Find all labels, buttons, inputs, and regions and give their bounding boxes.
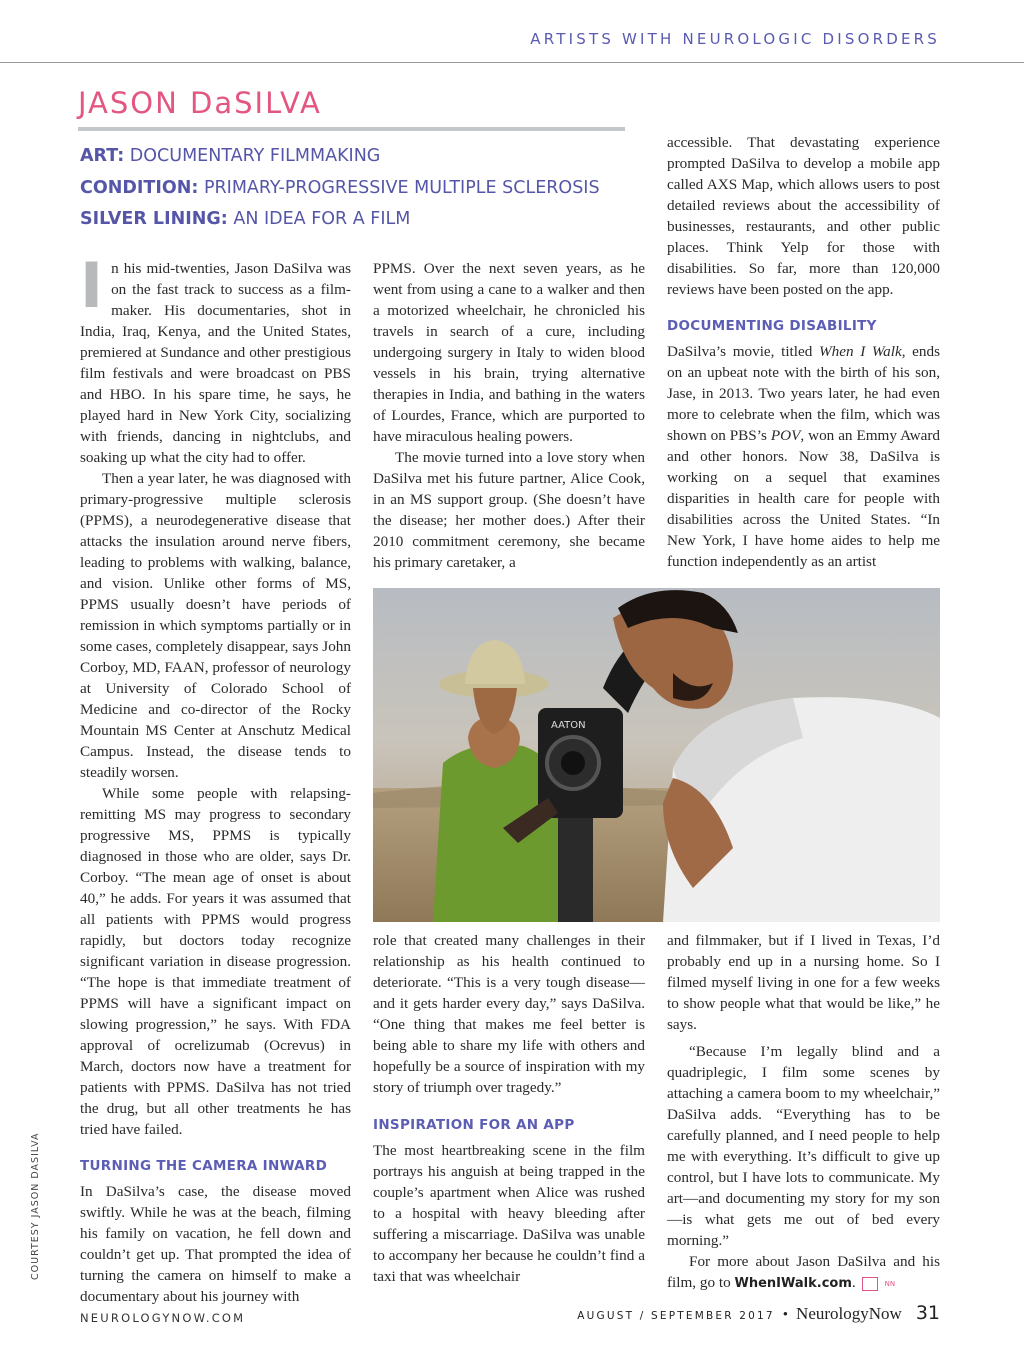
paragraph: The most heartbreaking scene in the film portrays his anguish at being trapped in the couple’s apartment when Alice was rushed to a hospital with heavy bleeding after suffering a miscarriage. DaSilva was unable to accompany her because he couldn’t find a taxi that was wheelchair [373, 1142, 645, 1285]
paragraph: In his mid-twenties, Jason DaSilva was on the fast track to success as a film-maker. His documentaries, shot in India, Iraq, Kenya, and the United States, premiered at Sundance and other prestigious film festivals and were broadcast on PBS and HBO. In his spare time, he says, he played hard in New York City, socializing with friends, dancing in nightclubs, and soaking up what the city had to offer. [80, 249, 351, 466]
paragraph: accessible. That devastating experience prompted DaSilva to develop a mobile app called AXS Map, which allows users to post detailed reviews about the accessibility of businesses, restaurants, and other public places. Think Yelp for those with disabilities. So far, more than 120,000 reviews have been posted on the app. [667, 134, 940, 298]
subhead-inspiration-app: INSPIRATION FOR AN APP [373, 1117, 575, 1133]
page-number: 31 [915, 1302, 940, 1324]
column-1 [80, 249, 351, 1307]
footer-folio [577, 1302, 940, 1324]
paragraph: While some people with relapsing-remitting MS may progress to secondary progressive MS, PPMS is typically diagnosed in those who are older, says Dr. Corboy. “The mean age of onset is about 40,” he adds. For years it was assumed that all patients with PPMS would progress rapidly, but doctors today recognize significant variation in disease progression. “The hope is that immediate treatment of PPMS will have a significant impact on slowing progression,” he says. With FDA approval of ocrelizumab (Ocrevus) in March, doctors now have a treatment for patients with PPMS. DaSilva has not tried the drug, but all other treatments he has tried have failed. [80, 785, 351, 1138]
art-line [80, 146, 380, 166]
website-link[interactable]: WhenIWalk.com [734, 1276, 852, 1291]
camera-brand-label: AATON [551, 720, 586, 731]
magazine-name: NeurologyNow [796, 1304, 902, 1323]
photo-illustration [373, 588, 940, 922]
paragraph: In DaSilva’s case, the disease moved swiftly. While he was at the beach, filming his family on vacation, he fell down and couldn’t get up. That prompted the idea of turning the camera on himself to make a documentary about his journey with [80, 1183, 351, 1305]
article-photo [373, 588, 940, 922]
column-3-bottom [667, 930, 940, 1294]
art-value: DOCUMENTARY FILMMAKING [129, 146, 381, 166]
header-divider [0, 62, 1024, 63]
article-title: JASON DaSILVA [78, 86, 322, 120]
issue-date: AUGUST / SEPTEMBER 2017 [577, 1310, 775, 1322]
column-2-top [373, 258, 645, 573]
paragraph: For more about Jason DaSilva and his film, go to WhenIWalk.com. NN [667, 1253, 940, 1291]
title-underline [78, 127, 625, 131]
column-3-top [667, 132, 940, 572]
footer-website: NEUROLOGYNOW.COM [80, 1311, 246, 1325]
paragraph: Then a year later, he was diagnosed with primary-progressive multiple sclerosis (PPMS), a neurodegenerative disease that attacks the insulation around nerve fibers, leading to problems with walking, balance, and vision. Unlike other forms of MS, PPMS usually doesn’t have periods of remission in which symptoms partially or in some cases, completely disappear, says John Corboy, MD, FAAN, professor of neurology at University of Colorado School of Medicine and co-director of the Rocky Mountain MS Center at Anschutz Medical Campus. Instead, the disease tends to steadily worsen. [80, 470, 351, 781]
paragraph: DaSilva’s movie, titled When I Walk, ends on an upbeat note with the birth of his son, Jase, in 2013. Two years later, he had even more to celebrate when the film, which was shown on PBS’s POV, won an Emmy Award and other honors. Now 38, DaSilva is working on a sequel that examines disparities in health care for people with disabilities across the United States. “In New York, I have home aides to help me function independently as an artist [667, 343, 941, 570]
paragraph: and filmmaker, but if I lived in Texas, I’d probably end up in a nursing home. So I filmed myself living in one for a few weeks to show people what that would be like,” he says. [667, 932, 940, 1033]
drop-cap: I [80, 249, 104, 322]
condition-value: PRIMARY-PROGRESSIVE MULTIPLE SCLEROSIS [203, 178, 600, 198]
paragraph: The movie turned into a love story when DaSilva met his future partner, Alice Cook, in an MS support group. (She doesn’t have the disease; her mother does.) After their 2010 commitment ceremony, she became his primary caretaker, a [373, 449, 645, 571]
condition-line [80, 178, 600, 198]
condition-label: CONDITION: [80, 178, 199, 198]
bullet-separator: • [782, 1307, 789, 1323]
paragraph: “Because I’m legally blind and a quadriplegic, I film some scenes by attaching a camera boom to my wheelchair,” DaSilva adds. “Everything has to be carefully planned, and I need people to help me with everything. It’s difficult to give up control, but I have lots to communicate. My art—and documenting my story for my son—is what gets me out of bed every morning.” [667, 1043, 940, 1249]
silver-lining-label: SILVER LINING: [80, 209, 228, 229]
paragraph: role that created many challenges in their relationship as his health continued to deteriorate. “This is a very tough disease—and it gets harder every day,” says DaSilva. “One thing that makes me feel better is being able to share my life with others and hopefully be a source of inspiration with my story of triumph over tragedy.” [373, 932, 645, 1096]
film-title: When I Walk [818, 343, 902, 360]
pov-title: POV [770, 427, 801, 444]
photo-credit: COURTESY JASON DASILVA [30, 1132, 41, 1280]
running-head: ARTISTS WITH NEUROLOGIC DISORDERS [530, 30, 940, 48]
paragraph: PPMS. Over the next seven years, as he went from using a cane to a walker and then a motorized wheelchair, he chronicled his travels in search of a cure, including undergoing surgery in Italy to widen blood vessels in his brain, trying alternative therapies in India, and bathing in the waters of Lourdes, France, which are purported to have miraculous healing powers. [373, 260, 645, 445]
silver-lining-value: AN IDEA FOR A FILM [233, 209, 411, 229]
art-label: ART: [80, 146, 125, 166]
column-2-bottom [373, 930, 645, 1287]
subhead-turning-camera: TURNING THE CAMERA INWARD [80, 1158, 328, 1174]
subhead-documenting-disability: DOCUMENTING DISABILITY [667, 318, 877, 334]
end-mark-logo: NN [862, 1277, 878, 1291]
silver-lining-line [80, 209, 410, 229]
